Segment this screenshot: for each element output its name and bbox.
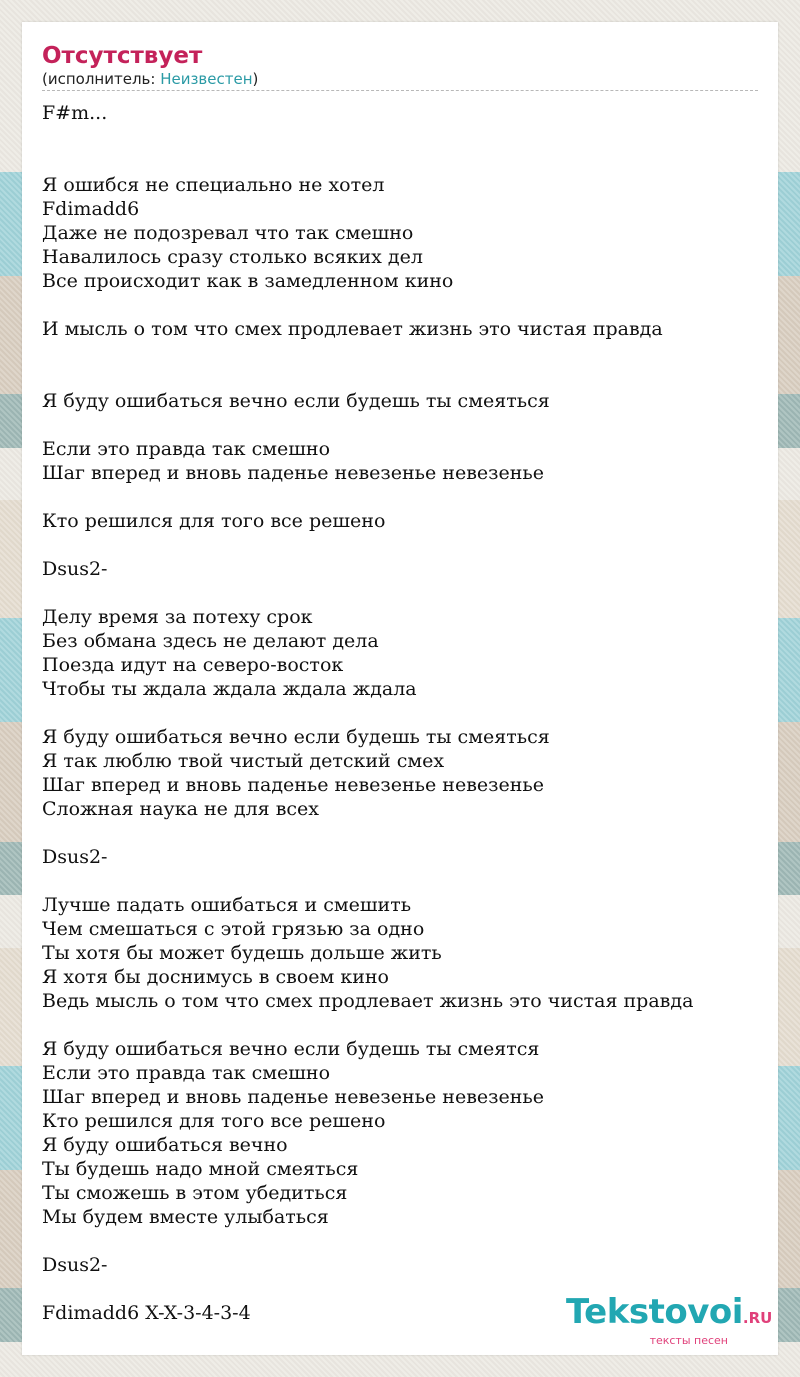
lyrics-line: Мы будем вместе улыбаться <box>42 1206 329 1228</box>
lyrics-line: Fdimadd6 <box>42 198 140 220</box>
lyrics-line: Ведь мысль о том что смех продлевает жизнь это чистая правда <box>42 990 694 1012</box>
lyrics-blank-line <box>42 533 758 557</box>
lyrics-line: Я буду ошибаться вечно если будешь ты смеяться <box>42 726 550 748</box>
lyrics-line: Ты хотя бы может будешь дольше жить <box>42 942 442 964</box>
lyrics-line: Ты сможешь в этом убедиться <box>42 1182 348 1204</box>
lyrics-line: Я буду ошибаться вечно <box>42 1134 288 1156</box>
performer-line <box>42 70 758 91</box>
lyrics-line: Делу время за потеху срок <box>42 606 313 628</box>
lyrics-blank-line <box>42 125 758 149</box>
lyrics-blank-line <box>42 1229 758 1253</box>
lyrics-line: Fdimadd6 X-X-3-4-3-4 <box>42 1302 251 1324</box>
performer-link[interactable]: Неизвестен <box>160 70 253 88</box>
performer-suffix: ) <box>252 70 259 88</box>
lyrics-line: Без обмана здесь не делают дела <box>42 630 379 652</box>
lyrics-line: Я ошибся не специально не хотел <box>42 174 385 196</box>
lyrics-blank-line <box>42 341 758 365</box>
lyrics-blank-line <box>42 1013 758 1037</box>
lyrics-blank-line <box>42 485 758 509</box>
lyrics-blank-line <box>42 701 758 725</box>
lyrics-line: Если это правда так смешно <box>42 438 331 460</box>
lyrics-blank-line <box>42 149 758 173</box>
lyrics-line: Dsus2- <box>42 1254 108 1276</box>
logo-tagline: тексты песен <box>649 1334 728 1347</box>
lyrics-line: F#m... <box>42 102 108 124</box>
lyrics-line: Я буду ошибаться вечно если будешь ты смеяться <box>42 390 550 412</box>
lyrics-line: Dsus2- <box>42 846 108 868</box>
lyrics-line: Dsus2- <box>42 558 108 580</box>
lyrics-blank-line <box>42 293 758 317</box>
lyrics-line: Я буду ошибаться вечно если будешь ты смеятся <box>42 1038 540 1060</box>
lyrics-blank-line <box>42 821 758 845</box>
lyrics-line: Шаг вперед и вновь паденье невезенье невезенье <box>42 462 545 484</box>
logo-tld: .RU <box>742 1309 773 1327</box>
logo-wordmark <box>566 1292 773 1335</box>
lyrics-blank-line <box>42 581 758 605</box>
lyrics-line: Навалилось сразу столько всяких дел <box>42 246 423 268</box>
lyrics-line: Сложная наука не для всех <box>42 798 319 820</box>
lyrics-line: И мысль о том что смех продлевает жизнь это чистая правда <box>42 318 663 340</box>
lyrics-line: Я так люблю твой чистый детский смех <box>42 750 445 772</box>
lyrics-line: Все происходит как в замедленном кино <box>42 270 454 292</box>
performer-prefix: (исполнитель: <box>42 70 161 88</box>
lyrics-card <box>22 22 778 1355</box>
lyrics-blank-line <box>42 413 758 437</box>
lyrics-blank-line <box>42 869 758 893</box>
lyrics-line: Поезда идут на северо-восток <box>42 654 344 676</box>
lyrics-line: Шаг вперед и вновь паденье невезенье невезенье <box>42 1086 545 1108</box>
lyrics-line: Если это правда так смешно <box>42 1062 331 1084</box>
lyrics-blank-line <box>42 365 758 389</box>
lyrics-line: Я хотя бы доснимусь в своем кино <box>42 966 389 988</box>
lyrics-line: Чтобы ты ждала ждала ждала ждала <box>42 678 417 700</box>
song-title: Отсутствует <box>42 43 203 69</box>
lyrics-line: Ты будешь надо мной смеяться <box>42 1158 359 1180</box>
logo-name: Tekstovoi <box>566 1292 743 1332</box>
site-logo[interactable] <box>566 1292 773 1347</box>
lyrics-line: Даже не подозревал что так смешно <box>42 222 414 244</box>
lyrics-line: Кто решился для того все решено <box>42 1110 386 1132</box>
lyrics-line: Шаг вперед и вновь паденье невезенье невезенье <box>42 774 545 796</box>
lyrics-line: Кто решился для того все решено <box>42 510 386 532</box>
lyrics-text <box>42 101 758 1325</box>
lyrics-line: Лучше падать ошибаться и смешить <box>42 894 412 916</box>
lyrics-line: Чем смешаться с этой грязью за одно <box>42 918 425 940</box>
